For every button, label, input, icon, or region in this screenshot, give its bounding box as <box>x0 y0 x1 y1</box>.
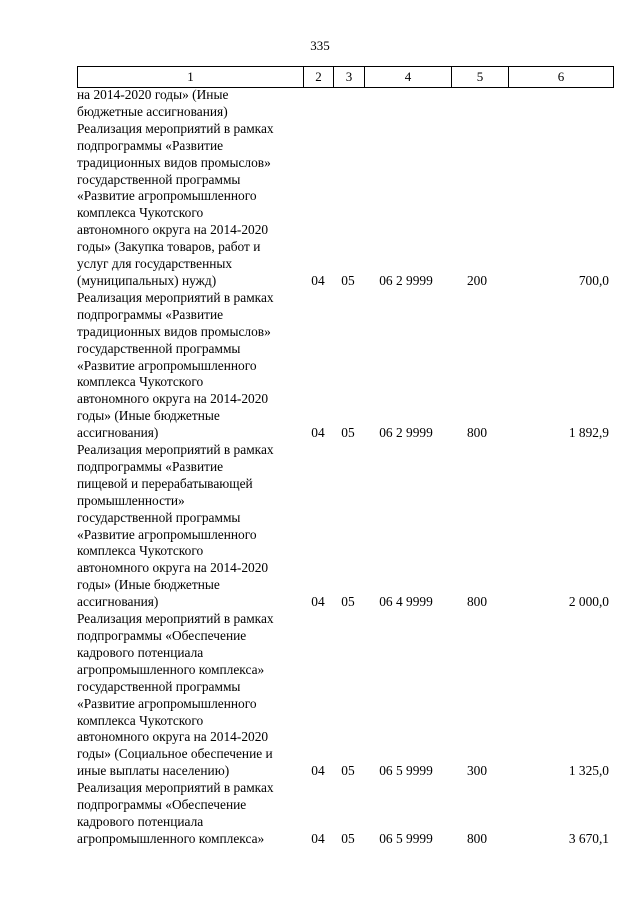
row-subsection: 05 <box>341 763 355 779</box>
row-description: Реализация мероприятий в рамках подпрограммы «Обеспечение кадрового потенциала агропромышленного комплекса» <box>77 780 274 846</box>
table-row <box>77 290 609 442</box>
row-subsection: 05 <box>341 594 355 610</box>
row-subsection: 05 <box>341 830 355 846</box>
column-header-6: 6 <box>509 67 614 88</box>
column-header-1: 1 <box>78 67 304 88</box>
table-row <box>77 87 609 121</box>
row-expense-type: 800 <box>466 594 488 610</box>
row-amount: 1 325,0 <box>568 763 609 779</box>
row-target-article: 06 5 9999 <box>379 830 433 846</box>
row-section: 04 <box>311 830 325 846</box>
row-expense-type: 300 <box>466 763 488 779</box>
row-description: на 2014-2020 годы» (Иные бюджетные ассигнования) <box>77 87 229 119</box>
row-expense-type: 800 <box>466 425 488 441</box>
table-row <box>77 780 609 848</box>
row-target-article: 06 5 9999 <box>379 763 433 779</box>
row-section: 04 <box>311 594 325 610</box>
row-description: Реализация мероприятий в рамках подпрограммы «Развитие пищевой и перерабатывающей промышленности» государственной программы «Развитие агропромышленного комплекса Чукотского автономного округа на 2014-2020 годы» (Иные бюджетные ассигнования) <box>77 442 274 610</box>
row-subsection: 05 <box>341 425 355 441</box>
row-description: Реализация мероприятий в рамках подпрограммы «Развитие традиционных видов промыслов» государственной программы «Развитие агропромышленного комплекса Чукотского автономного округа на 2014-2020 годы» (Иные бюджетные ассигнования) <box>77 289 274 441</box>
row-subsection: 05 <box>341 272 355 288</box>
row-amount: 2 000,0 <box>568 594 609 610</box>
column-header-5: 5 <box>452 67 509 88</box>
row-expense-type: 800 <box>466 830 488 846</box>
column-header-2: 2 <box>304 67 334 88</box>
table-body <box>77 87 609 848</box>
table-row <box>77 611 609 780</box>
row-section: 04 <box>311 425 325 441</box>
row-target-article: 06 4 9999 <box>379 594 433 610</box>
row-target-article: 06 2 9999 <box>379 425 433 441</box>
row-description: Реализация мероприятий в рамках подпрограммы «Обеспечение кадрового потенциала агропромышленного комплекса» государственной программы «Развитие агропромышленного комплекса Чукотского автономного округа на 2014-2020 годы» (Социальное обеспечение и иные выплаты населению) <box>77 611 274 779</box>
table-row <box>77 121 609 290</box>
row-amount: 3 670,1 <box>568 830 609 846</box>
column-header-row <box>77 66 614 88</box>
row-section: 04 <box>311 272 325 288</box>
column-header-3: 3 <box>334 67 365 88</box>
row-expense-type: 200 <box>466 272 488 288</box>
row-amount: 1 892,9 <box>568 425 609 441</box>
row-amount: 700,0 <box>578 272 609 288</box>
row-target-article: 06 2 9999 <box>379 272 433 288</box>
row-section: 04 <box>311 763 325 779</box>
page-number: 335 <box>310 38 330 53</box>
row-description: Реализация мероприятий в рамках подпрограммы «Развитие традиционных видов промыслов» государственной программы «Развитие агропромышленного комплекса Чукотского автономного округа на 2014-2020 годы» (Закупка товаров, работ и услуг для государственных (муниципальных) нужд) <box>77 120 274 288</box>
table-row <box>77 442 609 611</box>
column-header-4: 4 <box>365 67 452 88</box>
